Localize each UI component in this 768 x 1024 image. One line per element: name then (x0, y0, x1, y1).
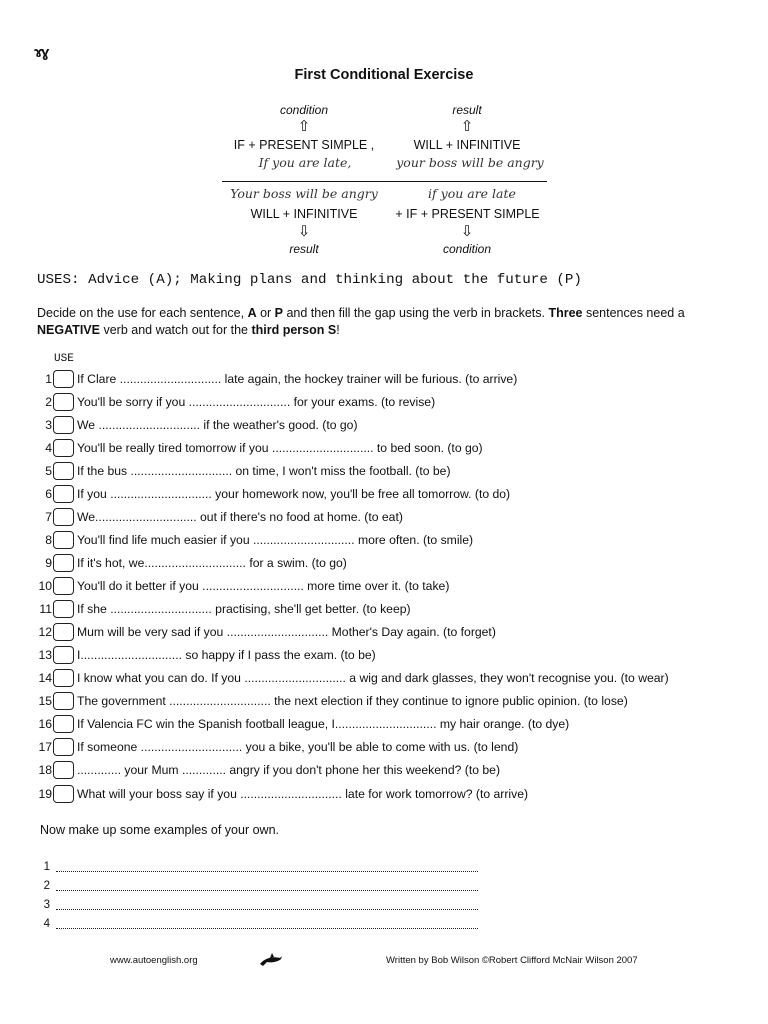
option-p: P (274, 306, 283, 320)
uses-heading: USES: Advice (A); Making plans and thinking about the future (P) (37, 272, 582, 288)
own-example-line[interactable] (38, 896, 478, 914)
question-text: You'll do it better if you .............................. more time over it. (to take) (77, 579, 450, 593)
instructions-text: Decide on the use for each sentence, (37, 306, 248, 320)
question-number: 17 (38, 740, 52, 754)
instructions-text: and then fill the gap using the verb in brackets. (283, 306, 549, 320)
question-row (30, 760, 730, 780)
line-number: 1 (43, 861, 50, 873)
use-column-header: USE (54, 353, 74, 365)
use-answer-box[interactable] (53, 416, 74, 434)
question-text: I.............................. so happy if I pass the exam. (to be) (77, 648, 376, 662)
question-row (30, 668, 730, 688)
handwritten-example-result-first: Your boss will be angry (230, 186, 378, 201)
label-result-top: result (452, 103, 482, 117)
question-number: 18 (38, 763, 52, 777)
question-text: We .............................. if the weather's good. (to go) (77, 418, 358, 432)
question-number: 2 (45, 395, 52, 409)
question-text: If Clare .............................. late again, the hockey trainer will be furious. (to arrive) (77, 372, 518, 386)
question-number: 1 (45, 372, 52, 386)
up-arrow-icon: ⇧ (297, 118, 311, 135)
question-number: 13 (38, 648, 52, 662)
emphasis-negative: NEGATIVE (37, 323, 100, 337)
question-row (30, 369, 730, 389)
question-row (30, 714, 730, 734)
question-row (30, 507, 730, 527)
question-text: If the bus .............................. on time, I won't miss the football. (to be) (77, 464, 451, 478)
use-answer-box[interactable] (53, 370, 74, 388)
line-number: 4 (43, 918, 50, 930)
question-row (30, 530, 730, 550)
question-number: 6 (45, 487, 52, 501)
instructions-text: verb and watch out for the (99, 323, 252, 337)
instructions (37, 305, 737, 339)
dolphin-logo-icon (258, 951, 284, 969)
dotted-writing-line[interactable] (56, 862, 478, 872)
question-text: I know what you can do. If you .............................. a wig and dark glasses, they won't recognise you. (to wear) (77, 671, 669, 685)
down-arrow-icon: ⇩ (460, 223, 474, 240)
question-number: 4 (45, 441, 52, 455)
use-answer-box[interactable] (53, 577, 74, 595)
question-row (30, 553, 730, 573)
use-answer-box[interactable] (53, 623, 74, 641)
question-row (30, 415, 730, 435)
use-answer-box[interactable] (53, 669, 74, 687)
line-number: 2 (43, 880, 50, 892)
question-number: 16 (38, 717, 52, 731)
question-row (30, 461, 730, 481)
formula-will-infinitive: WILL + INFINITIVE (413, 138, 521, 152)
label-condition-top: condition (279, 103, 329, 117)
handwritten-example-condition: If you are late, (258, 155, 352, 170)
use-answer-box[interactable] (53, 462, 74, 480)
dotted-writing-line[interactable] (56, 900, 478, 910)
question-text: You'll be really tired tomorrow if you .............................. to bed soon. (to go) (77, 441, 483, 455)
question-number: 11 (39, 602, 52, 616)
question-number: 3 (45, 418, 52, 432)
formula-will-infinitive-bottom: WILL + INFINITIVE (250, 207, 358, 221)
own-example-line[interactable] (38, 877, 478, 895)
question-row (30, 599, 730, 619)
line-number: 3 (43, 899, 50, 911)
up-arrow-icon: ⇧ (460, 118, 474, 135)
use-answer-box[interactable] (53, 508, 74, 526)
use-answer-box[interactable] (53, 738, 74, 756)
question-text: If she .............................. practising, she'll get better. (to keep) (77, 602, 411, 616)
question-row (30, 484, 730, 504)
use-answer-box[interactable] (53, 761, 74, 779)
emphasis-third-person: third person S (251, 323, 337, 337)
formula-if-present-simple-bottom: + IF + PRESENT SIMPLE (395, 207, 540, 221)
use-answer-box[interactable] (53, 785, 74, 803)
footer-website: www.autoenglish.org (110, 955, 198, 966)
question-row (30, 438, 730, 458)
question-row (30, 576, 730, 596)
own-example-line[interactable] (38, 915, 478, 933)
use-answer-box[interactable] (53, 715, 74, 733)
question-number: 14 (38, 671, 52, 685)
question-number: 8 (45, 533, 52, 547)
question-row (30, 392, 730, 412)
own-example-line[interactable] (38, 858, 478, 876)
question-number: 15 (38, 694, 52, 708)
instructions-text: sentences need a (582, 306, 685, 320)
formula-if-present-simple: IF + PRESENT SIMPLE , (233, 138, 375, 152)
instructions-text: or (256, 306, 275, 320)
dotted-writing-line[interactable] (56, 919, 478, 929)
down-arrow-icon: ⇩ (297, 223, 311, 240)
question-number: 9 (45, 556, 52, 570)
question-text: You'll be sorry if you .............................. for your exams. (to revise) (77, 395, 436, 409)
instructions-text: ! (336, 323, 340, 337)
question-text: If it's hot, we.............................. for a swim. (to go) (77, 556, 347, 570)
handwritten-example-condition-second: if you are late (428, 186, 516, 201)
question-text: If Valencia FC win the Spanish football league, I.............................. my hair orange. (to dye) (77, 717, 570, 731)
question-text: Mum will be very sad if you .............................. Mother's Day again. (to forget) (77, 625, 496, 639)
use-answer-box[interactable] (53, 554, 74, 572)
use-answer-box[interactable] (53, 485, 74, 503)
divider-line (222, 181, 547, 182)
footer-credit: Written by Bob Wilson ©Robert Clifford McNair Wilson 2007 (386, 955, 638, 966)
question-number: 10 (38, 579, 52, 593)
use-answer-box[interactable] (53, 393, 74, 411)
question-number: 19 (38, 787, 52, 801)
question-row (30, 737, 730, 757)
handwritten-example-result: your boss will be angry (396, 155, 544, 170)
page-title: First Conditional Exercise (294, 67, 474, 83)
question-row (30, 691, 730, 711)
question-number: 5 (45, 464, 52, 478)
question-number: 12 (38, 625, 52, 639)
question-row (30, 645, 730, 665)
question-text: What will your boss say if you .............................. late for work tomorrow? (to arrive) (77, 787, 529, 801)
question-text: If someone .............................. you a bike, you'll be able to come with us. (to lend) (77, 740, 519, 754)
question-text: ............. your Mum ............. angry if you don't phone her this weekend? (to be) (77, 763, 500, 777)
label-condition-bottom: condition (442, 242, 492, 256)
question-text: The government .............................. the next election if they continue to ignore public opinion. (to lose) (77, 694, 628, 708)
dotted-writing-line[interactable] (56, 881, 478, 891)
question-text: We.............................. out if there's no food at home. (to eat) (77, 510, 403, 524)
use-answer-box[interactable] (53, 600, 74, 618)
use-answer-box[interactable] (53, 531, 74, 549)
question-row (30, 622, 730, 642)
use-answer-box[interactable] (53, 646, 74, 664)
label-result-bottom: result (289, 242, 319, 256)
question-text: You'll find life much easier if you .............................. more often. (to smile) (77, 533, 474, 547)
emphasis-three: Three (548, 306, 583, 320)
own-examples-prompt: Now make up some examples of your own. (40, 823, 279, 837)
question-row (30, 784, 730, 804)
option-a: A (247, 306, 257, 320)
corner-logo-mark: ɤɣ (34, 44, 48, 61)
use-answer-box[interactable] (53, 692, 74, 710)
use-answer-box[interactable] (53, 439, 74, 457)
question-text: If you .............................. your homework now, you'll be free all tomorrow. (to do) (77, 487, 511, 501)
question-number: 7 (45, 510, 52, 524)
